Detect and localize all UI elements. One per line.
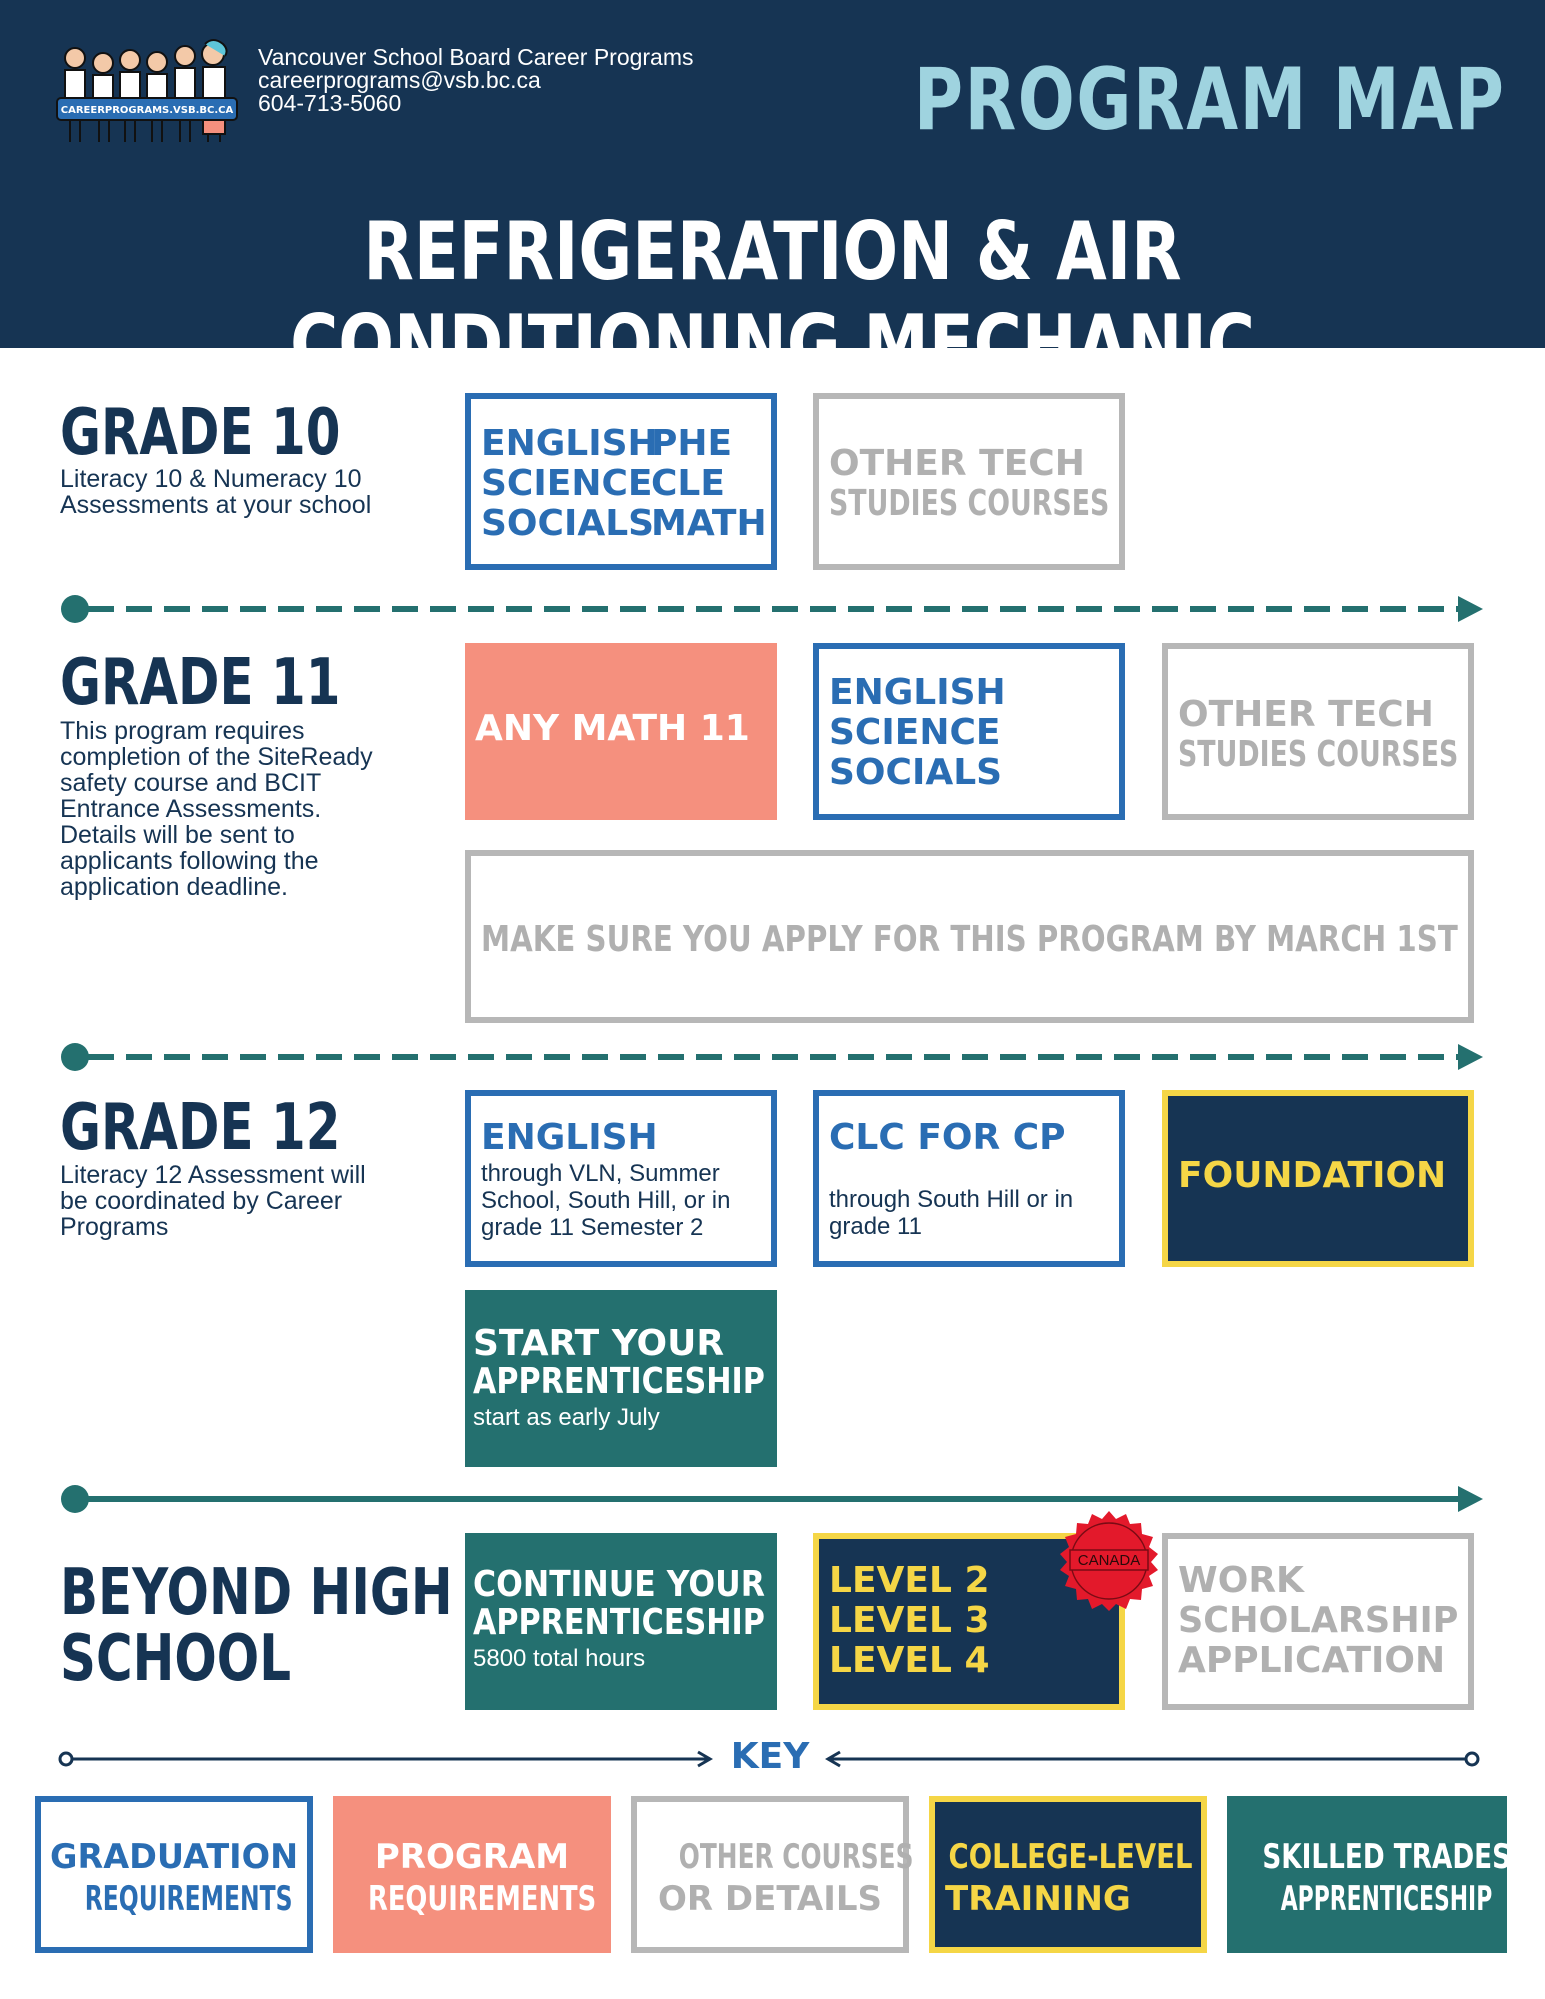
grade10-other-courses-box [813,393,1125,570]
org-name: Vancouver School Board Career Programs [258,44,694,70]
level-line: LEVEL 3 [829,1600,990,1641]
start-apprenticeship-sub: start as early July [473,1404,660,1431]
grade11-program-requirement-box [465,643,777,820]
timeline-arrow-1 [58,594,1488,624]
svg-text:CANADA: CANADA [1077,1552,1141,1569]
grade10-course: SCIENCE [481,463,653,504]
career-programs-logo [55,38,240,148]
grade10-title: GRADE 10 [60,396,341,470]
start-apprenticeship-line: START YOUR [473,1323,725,1364]
grade12-clc-title: CLC FOR CP [829,1117,1066,1158]
grade10-course: SOCIALS [481,503,655,544]
grade11-course: ENGLISH [829,672,1006,713]
grade12-english-box [465,1090,777,1267]
key-label: PROGRAM REQUIREMENTS [367,1837,597,1919]
grade10-grad-requirements-box [465,393,777,570]
scholarship-box [1162,1533,1474,1710]
key-graduation-requirements [35,1796,313,1953]
scholarship-line: SCHOLARSHIP [1178,1600,1459,1641]
phone-number: 604-713-5060 [258,90,402,116]
program-map-badge: PROGRAM MAP [913,50,1505,150]
key-skilled-trades-apprenticeship [1227,1796,1512,1953]
level-line: LEVEL 2 [829,1560,990,1601]
key-program-requirements [333,1796,611,1953]
red-seal-icon [1058,1510,1160,1612]
scholarship-line: APPLICATION [1178,1640,1446,1681]
grade11-other-line: STUDIES COURSES [1178,734,1459,775]
key-title: KEY [730,1736,810,1777]
page-title: REFRIGERATION & AIR CONDITIONING MECHANIC [290,205,1255,391]
grade11-grad-requirements-box [813,643,1125,820]
grade11-course: SOCIALS [829,752,1003,793]
grade11-course: SCIENCE [829,712,1001,753]
svg-text:CAREERPROGRAMS.VSB.BC.CA: CAREERPROGRAMS.VSB.BC.CA [60,105,234,116]
grade10-course: CLE [651,463,725,504]
grade12-english-title: ENGLISH [481,1117,658,1158]
apply-deadline-box [465,850,1474,1023]
continue-apprenticeship-line: APPRENTICESHIP [473,1602,765,1643]
continue-apprenticeship-box [465,1533,777,1710]
header-banner [0,0,1545,391]
grade11-desc: This program requires completion of the SiteReady safety course and BCIT Entrance Assessments. Details will be sent to applicants following the application deadline. [60,717,373,901]
timeline-arrow-2 [58,1042,1488,1072]
grade10-course: ENGLISH [481,423,658,464]
grade10-other-line: OTHER TECH [829,443,1085,484]
grade12-english-sub: through VLN, Summer School, South Hill, or in grade 11 Semester 2 [481,1160,731,1241]
grade12-title: GRADE 12 [60,1091,341,1165]
apply-deadline-text: MAKE SURE YOU APPLY FOR THIS PROGRAM BY MARCH 1ST [481,919,1458,960]
grade12-clc-sub: through South Hill or in grade 11 [829,1186,1074,1240]
beyond-title: SCHOOL [60,1622,292,1696]
key-college-level-training [929,1796,1207,1953]
any-math-11: ANY MATH 11 [475,708,750,749]
grade11-other-courses-box [1162,643,1474,820]
grade12-clc-box [813,1090,1125,1267]
start-apprenticeship-box [465,1290,777,1467]
email-link[interactable]: careerprograms@vsb.bc.ca [258,67,541,93]
key-label: SKILLED TRADES APPRENTICESHIP [1262,1837,1512,1919]
grade10-course: MATH [651,503,767,544]
start-apprenticeship-line: APPRENTICESHIP [473,1361,765,1402]
key-label: GRADUATION REQUIREMENTS [49,1837,299,1919]
level-line: LEVEL 4 [829,1640,990,1681]
key-label: OTHER COURSES OR DETAILS [657,1837,914,1919]
grade11-other-line: OTHER TECH [1178,694,1434,735]
beyond-title: BEYOND HIGH [60,1556,453,1630]
scholarship-line: WORK [1178,1560,1304,1601]
grade12-foundation-box [1162,1090,1474,1267]
grade10-other-line: STUDIES COURSES [829,483,1110,524]
grade10-course: PHE [651,423,733,464]
continue-apprenticeship-line: CONTINUE YOUR [473,1564,765,1605]
grade12-desc: Literacy 12 Assessment will be coordinated by Career Programs [60,1161,366,1241]
timeline-arrow-3 [58,1484,1488,1514]
key-other-courses [631,1796,914,1953]
grade11-title: GRADE 11 [60,646,341,720]
foundation-label: FOUNDATION [1178,1155,1447,1196]
continue-apprenticeship-sub: 5800 total hours [473,1645,646,1672]
grade10-desc: Literacy 10 & Numeracy 10 Assessments at your school [60,465,372,519]
key-label: COLLEGE-LEVEL TRAINING [945,1837,1193,1919]
